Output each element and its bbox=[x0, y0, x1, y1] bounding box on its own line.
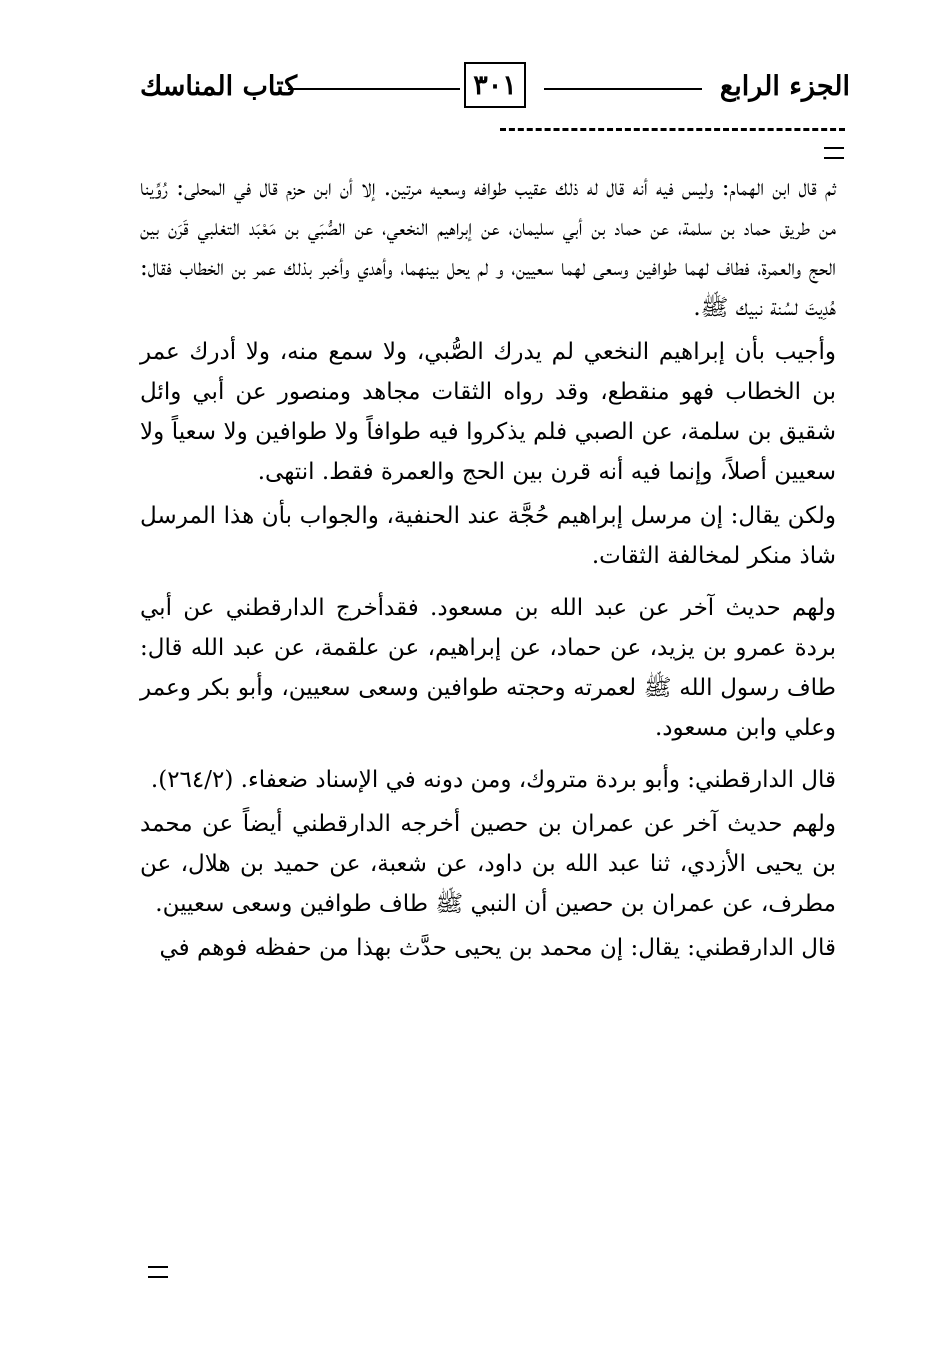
header-rule-left bbox=[288, 88, 460, 90]
paragraph-daraqutni-final: قال الدارقطني: يقال: إن محمد بن يحيى حدَّث بهذا من حفظه فوهم في bbox=[159, 935, 836, 961]
paragraph-mursal: ولكن يقال: إن مرسل إبراهيم حُجَّة عند الحنفية، والجواب بأن هذا المرسل شاذ منكر لمخالفة الثقات. bbox=[140, 503, 836, 569]
part-label: الجزء الرابع bbox=[719, 71, 850, 102]
paragraph-reply: وأجيب بأن إبراهيم النخعي لم يدرك الصُّبي، ولا سمع منه، ولا أدرك عمر بن الخطاب فهو منقطع، وقد رواه الثقات مجاهد ومنصور عن أبي وائل شقيق بن سلمة، عن الصبي فلم يذكروا فيه طوافاً ولا طوافين ولا سعياً ولا سعيين أصلاً، وإنما فيه أنه قرن بين الحج والعمرة فقط. انتهى. bbox=[140, 339, 836, 485]
section-mark-bottom bbox=[148, 1266, 168, 1278]
body-text bbox=[140, 168, 836, 972]
page-number: ٣٠١ bbox=[473, 69, 517, 101]
page-header bbox=[140, 58, 850, 118]
page-number-box bbox=[464, 62, 526, 108]
section-mark-top bbox=[824, 147, 844, 159]
book-title: كتاب المناسك bbox=[140, 71, 298, 102]
paragraph-daraqutni-note: قال الدارقطني: وأبو بردة متروك، ومن دونه في الإسناد ضعفاء. (٢٦٤/٢). bbox=[150, 767, 836, 793]
paragraph-imran: ولهم حديث آخر عن عمران بن حصين أخرجه الدارقطني أيضاً عن محمد بن يحيى الأزدي، ثنا عبد الله بن داود، عن شعبة، عن حميد بن هلال، عن مطرف، عن عمران بن حصين أن النبي ﷺ طاف طوافين وسعى سعيين. bbox=[140, 811, 836, 917]
paragraph-ibn-hazm: ثم قال ابن الهمام: وليس فيه أنه قال له ذلك عقيب طوافه وسعيه مرتين. إلا أن ابن حزم قال في المحلى: رُوِّينا من طريق حماد بن سلمة، عن حماد بن أبي سليمان، عن إبراهيم النخعي، عن الصُّبَي بن مَعْبَد التغلبي قَرَن بين الحج والعمرة، فطاف لهما طوافين وسعى لهما سعيين، و لم يحل بينهما، وأهدي وأخبر بذلك عمر بن الخطاب فقال: هُدِيتَ لسُنة نبيك ﷺ. bbox=[140, 175, 836, 321]
header-rule-right bbox=[544, 88, 702, 90]
paragraph-ibn-masud: ولهم حديث آخر عن عبد الله بن مسعود. فقدأخرج الدارقطني عن أبي بردة عمرو بن يزيد، عن حماد، عن إبراهيم، عن علقمة، عن عبد الله قال: طاف رسول الله ﷺ لعمرته وحجته طوافين وسعى سعيين، وأبو بكر وعمر وعلي وابن مسعود. bbox=[140, 595, 836, 741]
header-dashed-rule bbox=[500, 128, 845, 131]
